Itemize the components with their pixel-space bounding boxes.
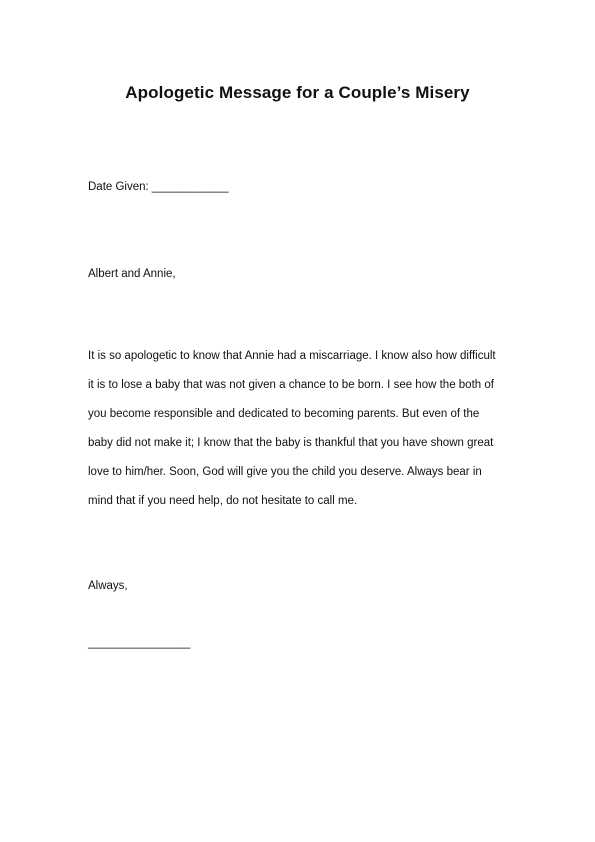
date-line: Date Given: ____________ xyxy=(88,181,229,193)
body-line: mind that if you need help, do not hesitate to call me. xyxy=(88,495,358,507)
body-line: you become responsible and dedicated to becoming parents. But even of the xyxy=(88,408,480,420)
body-line: It is so apologetic to know that Annie had a miscarriage. I know also how difficult xyxy=(88,350,496,362)
document-title: Apologetic Message for a Couple’s Misery xyxy=(125,83,470,102)
body-line: love to him/her. Soon, God will give you the child you deserve. Always bear in xyxy=(88,466,482,478)
salutation: Albert and Annie, xyxy=(88,268,176,280)
body-line: it is to lose a baby that was not given a chance to be born. I see how the both of xyxy=(88,379,494,391)
closing: Always, xyxy=(88,580,128,592)
body-line: baby did not make it; I know that the baby is thankful that you have shown great xyxy=(88,437,494,449)
signature-line: ________________ xyxy=(88,637,191,649)
